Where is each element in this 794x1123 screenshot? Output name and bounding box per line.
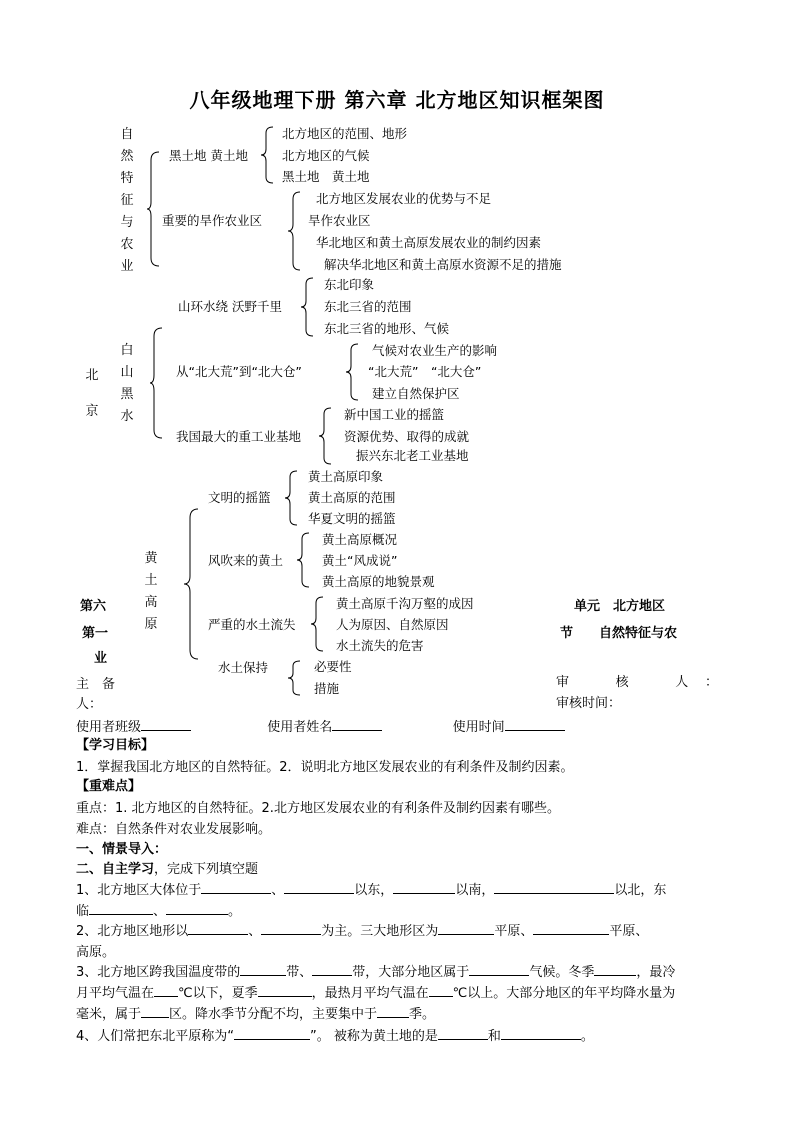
q3-text: 带，大部分地区属于 xyxy=(352,965,470,980)
q3-text: ，最冷 xyxy=(636,965,676,980)
s1-b1-item: 北方地区的范围、地形 xyxy=(282,126,408,141)
s3-b3-item: 人为原因、自然原因 xyxy=(336,617,449,632)
q1-text: 。 xyxy=(228,904,242,919)
s1-b1-item: 北方地区的气候 xyxy=(282,148,370,163)
class-blank[interactable] xyxy=(141,717,191,731)
s3-b1-item: 黄土高原的范围 xyxy=(308,490,396,505)
q2-text: 、 xyxy=(248,924,262,939)
q3-text: ℃以上。大部分地区的年平均降水量为 xyxy=(452,986,676,1001)
q1-text: 、 xyxy=(271,883,285,898)
q3-blank[interactable] xyxy=(377,1004,409,1018)
s3-branch4-label: 水土保持 xyxy=(218,660,269,675)
s1-branch1-label: 黑土地 黄土地 xyxy=(169,148,248,163)
q1-blank[interactable] xyxy=(494,880,614,894)
section2-vertical-label: 白山黑水 xyxy=(120,343,134,424)
question-2 xyxy=(76,921,718,963)
q3-text: 气候。冬季 xyxy=(529,965,595,980)
q3-text: 区。降水季节分配不均，主要集中于 xyxy=(169,1007,378,1022)
q3-blank[interactable] xyxy=(154,983,178,997)
s3-b2-item: 黄土高原的地貌景观 xyxy=(322,574,435,589)
section3-vertical-label: 黄土高原 xyxy=(144,551,158,632)
q1-blank[interactable] xyxy=(393,880,455,894)
s3-b4-item: 必要性 xyxy=(314,659,352,674)
s2-b1-item: 东北三省的地形、气候 xyxy=(324,321,450,336)
q1-text: 、 xyxy=(153,904,167,919)
q4-text: 和 xyxy=(487,1029,501,1044)
part1-heading: 一、情景导入： xyxy=(76,842,168,857)
s2-branch2-brace xyxy=(345,343,359,401)
part2-heading xyxy=(76,861,258,879)
q3-blank[interactable] xyxy=(594,962,636,976)
s2-b2-item: “北大荒” “北大仓” xyxy=(368,364,482,379)
q3-text: ，最热月平均气温在 xyxy=(311,986,429,1001)
question-1 xyxy=(76,880,718,922)
q1-blank[interactable] xyxy=(284,880,354,894)
s2-b3-item: 资源优势、取得的成就 xyxy=(344,429,470,444)
s3-branch2-brace xyxy=(296,532,310,588)
goals-heading: 【学习目标】 xyxy=(76,738,155,753)
s1-branch2-brace xyxy=(287,191,301,271)
goals-text: 1．掌握我国北方地区的自然特征。2．说明北方地区发展农业的有利条件及制约因素。 xyxy=(76,760,574,775)
difficult-point: 难点：自然条件对农业发展影响。 xyxy=(76,822,272,837)
question-4 xyxy=(76,1026,718,1047)
q3-blank[interactable] xyxy=(240,962,286,976)
section1-vertical-label: 自然特征与农业 xyxy=(120,127,134,274)
s3-branch3-label: 严重的水土流失 xyxy=(208,617,296,632)
s1-b2-item: 北方地区发展农业的优势与不足 xyxy=(316,191,492,206)
s2-b3-item: 振兴东北老工业基地 xyxy=(356,448,469,463)
s3-branch3-brace xyxy=(310,596,324,652)
s3-b3-item: 水土流失的危害 xyxy=(336,638,424,653)
q3-text: 月平均气温在 xyxy=(76,986,155,1001)
review-time-label: 审核时间： xyxy=(556,696,622,711)
q3-text: 毫米，属于 xyxy=(76,1007,142,1022)
q1-text: 以南， xyxy=(455,883,495,898)
s3-b2-item: 黄土“风成说” xyxy=(322,553,398,568)
q3-blank[interactable] xyxy=(469,962,529,976)
q4-text: 。 xyxy=(580,1029,594,1044)
part2-title: 二、自主学习 xyxy=(76,862,155,877)
header-section-left: 第一 xyxy=(82,626,109,641)
s2-b3-item: 新中国工业的摇篮 xyxy=(344,407,445,422)
q1-text: 1、北方地区大体位于 xyxy=(76,883,202,898)
q1-blank[interactable] xyxy=(201,880,271,894)
s1-b1-item: 黑土地 黄土地 xyxy=(282,169,370,184)
s3-b2-item: 黄土高原概况 xyxy=(322,532,398,547)
q2-blank[interactable] xyxy=(533,921,609,935)
header-agri-left: 业 xyxy=(94,651,108,666)
header-section-right: 节 自然特征与农 xyxy=(560,626,678,641)
q3-blank[interactable] xyxy=(429,983,453,997)
header-unit-left: 第六 xyxy=(80,599,107,614)
q2-blank[interactable] xyxy=(261,921,321,935)
s2-b1-item: 东北三省的范围 xyxy=(324,299,412,314)
q2-blank[interactable] xyxy=(438,921,494,935)
section2-brace xyxy=(149,327,163,439)
root-label: 北京 xyxy=(85,368,99,419)
s3-b1-item: 黄土高原印象 xyxy=(308,469,384,484)
q4-text: ”。 被称为黄土地的是 xyxy=(310,1029,438,1044)
q1-blank[interactable] xyxy=(166,901,228,915)
s1-b2-item: 旱作农业区 xyxy=(308,213,371,228)
q2-text: 平原、 xyxy=(494,924,534,939)
header-unit-right: 单元 北方地区 xyxy=(574,599,666,614)
reviewer-label: 审 核 人： xyxy=(556,675,718,690)
s2-b1-item: 东北印象 xyxy=(324,277,375,292)
s3-branch4-brace xyxy=(287,660,301,696)
s1-branch1-brace xyxy=(260,126,274,184)
section3-brace xyxy=(183,508,199,660)
usage-line xyxy=(76,717,565,737)
q3-text: 带、 xyxy=(286,965,313,980)
s3-branch1-brace xyxy=(284,470,298,526)
q3-blank[interactable] xyxy=(258,983,312,997)
s2-branch3-brace xyxy=(318,407,332,465)
q4-text: 4、人们常把东北平原称为“ xyxy=(76,1029,235,1044)
preparer-label: 主 备 人： xyxy=(76,677,129,712)
q4-blank[interactable] xyxy=(501,1026,581,1040)
s1-b2-item: 解决华北地区和黄土高原水资源不足的措施 xyxy=(324,257,562,272)
s1-b2-item: 华北地区和黄土高原发展农业的制约因素 xyxy=(316,235,542,250)
name-blank[interactable] xyxy=(332,717,382,731)
page-title: 八年级地理下册 第六章 北方地区知识框架图 xyxy=(189,88,605,112)
q3-blank[interactable] xyxy=(141,1004,169,1018)
s2-b2-item: 气候对农业生产的影响 xyxy=(372,343,498,358)
q2-text: 平原、 xyxy=(609,924,649,939)
s3-b4-item: 措施 xyxy=(314,681,340,696)
class-label: 使用者班级 xyxy=(76,720,142,735)
time-label: 使用时间 xyxy=(452,720,505,735)
q1-text: 以北，东 xyxy=(614,883,667,898)
q1-blank[interactable] xyxy=(89,901,153,915)
q2-blank[interactable] xyxy=(188,921,248,935)
part2-suffix: ，完成下列填空题 xyxy=(154,862,259,877)
name-label: 使用者姓名 xyxy=(267,720,333,735)
q4-blank[interactable] xyxy=(438,1026,488,1040)
keypoints-heading: 【重难点】 xyxy=(76,779,142,794)
q3-text: 季。 xyxy=(409,1007,436,1022)
s1-branch2-label: 重要的旱作农业区 xyxy=(162,213,263,228)
s3-branch2-label: 风吹来的黄土 xyxy=(208,553,284,568)
q2-text: 为主。三大地形区为 xyxy=(321,924,439,939)
question-3 xyxy=(76,962,718,1025)
q1-text: 临 xyxy=(76,904,90,919)
s2-b2-item: 建立自然保护区 xyxy=(372,386,460,401)
s3-b3-item: 黄土高原千沟万壑的成因 xyxy=(336,596,474,611)
q4-blank[interactable] xyxy=(234,1026,310,1040)
s2-branch3-label: 我国最大的重工业基地 xyxy=(176,429,302,444)
s2-branch1-label: 山环水绕 沃野千里 xyxy=(178,299,282,314)
q3-text: 3、北方地区跨我国温度带的 xyxy=(76,965,241,980)
q3-blank[interactable] xyxy=(312,962,352,976)
key-point: 重点：1. 北方地区的自然特征。2.北方地区发展农业的有利条件及制约因素有哪些。 xyxy=(76,801,560,816)
s3-branch1-label: 文明的摇篮 xyxy=(208,490,271,505)
s3-b1-item: 华夏文明的摇篮 xyxy=(308,511,396,526)
s2-branch2-label: 从“北大荒”到“北大仓” xyxy=(176,364,302,379)
q2-text: 高原。 xyxy=(76,945,116,960)
section1-brace xyxy=(146,150,160,268)
q2-text: 2、北方地区地形以 xyxy=(76,924,189,939)
q3-text: ℃以下，夏季 xyxy=(178,986,258,1001)
time-blank[interactable] xyxy=(505,717,565,731)
s2-branch1-brace xyxy=(300,277,314,337)
q1-text: 以东， xyxy=(354,883,394,898)
